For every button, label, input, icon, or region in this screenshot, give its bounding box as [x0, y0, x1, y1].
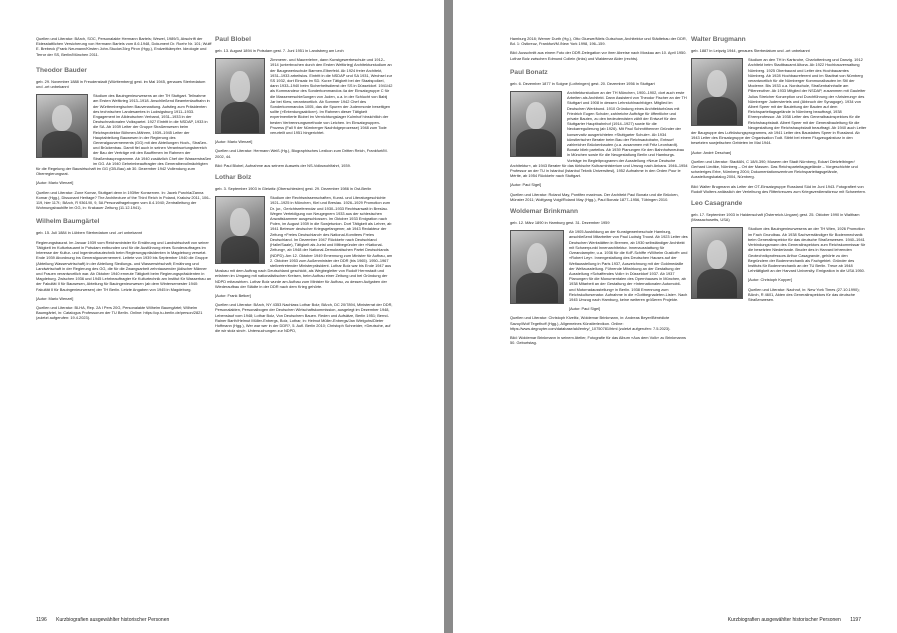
page-number: 1196 [36, 617, 47, 623]
left-page [0, 0, 444, 633]
portrait-photo-brugmann [691, 58, 743, 126]
entry-biography: Zimmerer- und Maurerlehre, dann Kunstgewerbeschule und 1912–1914 (unterbrochen durch den Ersten Weltkrieg) Architekturstudium an der Baugewerkschule Barmen-Elberfeld. Ab 1924 freier Architekt, 1931–1933 arbeitslos. Eintritt in die NSDAP und SA 1931, Wechsel zur SS 1932, dort Einsatz im SD. Kurze Tätigkeit bei der Staatspolizei, dann 1933–1940 beim Sicherheitsdienst der SS in Düsseldorf. 1941/42 als Kommandeur des Sonderkommandos 4a der Einsatzgruppe C für die Massenerschießungen von Juden, u.a. in der Schlucht von Babij Jar bei Kiew, verantwortlich. Ab Sommer 1942 Chef des Sonderkommandos 1005, das die Spuren der Judenmorde beseitigen sollte (»Enterdungsaktion«). Im Rahmen dieser Tätigkeit experimentierte Blobel im Vernichtungslager Kulmhof hinsichtlich der besten Verbrennungsmethode von Leichen. Im Einsatzgruppen-Prozess (Fall 9 der Nürnberger Nachfolgeprozesse) 1948 zum Tode verurteilt und 1951 hingerichtet. [270, 57, 393, 136]
photo-caption: Bild: Woldemar Brinkmann in seinem Atelier, Fotografie für das Album »Aus dem Volk« zu Brinkmanns 50. Geburtstag. [510, 334, 686, 346]
portrait-photo-brinkmann [510, 230, 564, 304]
entry-life-dates: geb. 12. März 1890 in Hamburg gest. 31. Dezember 1959 [510, 220, 610, 226]
biography-entry-bolz [215, 174, 393, 333]
entry-life-dates: geb. 29. November 1888 in Freudenstadt (Württemberg) gest. im Mai 1945, genaues Sterbedatum und -ort unbekannt [36, 78, 206, 90]
portrait-photo-casagrande [691, 227, 743, 299]
entry-name: Woldemar Brinkmann [510, 208, 579, 216]
sources-text: Quellen und Literatur: BArch, SOC, Personalakte Hermann Bartels; Wewel, 1989/3, Abschrift der Eidesstattlichen Versicherung von Hermann Bartels vom 8.6.1948, Dokument Dr. Roehr Nr. 101; Wulff E. Brebeck (Frank Neumann/Kirsten John-Stucke/Jörg Piron (Hgg.), Endzeitkämpfer. Ideologie und Terror der SS, Berlin/München 2011. [36, 36, 212, 57]
running-title: Kurzbiografien ausgewählter historischer Personen [727, 617, 841, 623]
biography-entry-brinkmann [510, 208, 688, 345]
entry-sources: Quellen und Literatur: Roland May, Pontifex maximus. Der Architekt Paul Bonatz und die Brücken, Münster 2011; Wolfgang Voigt/Roland May (Hgg.), Paul Bonatz 1877–1956, Tübingen 2010. [510, 191, 679, 202]
entry-sources: Quellen und Literatur: Hermann Weiß (Hg.), Biographisches Lexikon zum Dritten Reich, Frankfurt/M. 2002, 44. [215, 148, 388, 159]
entry-biography: Regierungsbaurat. Im Januar 1939 vom Reichsminister für Ernährung und Landwirtschaft von seiner Tätigkeit im Kulturbauamt in Potsdam entbunden und für die Ausführung eines Sonderauftrages im Interesse der Kultur- und Ingenieurbautechnik beim Regierungspräsidenten in Magdeburg versetzt. Ende 1939 Abordnung ins Generalgouvernement. Leitete von 1939 bis September 1940 die Gruppe (Abteilung Wasserwirtschaft) in der Abteilung Siedlungs- und Wasserwirtschaft; Ernährung und Landwirtschaft in der Regierung des GG, die für die Zwangsarbeit zehntausender jüdischer Männer und Frauen verantwortlich war. Ab Oktober 1940 erneute Tätigkeit beim Regierungspräsidenten in Magdeburg. Zwischen 1936 und 1945 Lehrbeauftragter für Kulturtechnik am Institut für Wasserbau an der Fakultät II für Bauwesen, Abteilung für Bauingenieurwesen (ab dem Wintersemester 1940: Fakultät II für Bauingenieurwesen) der TH Berlin. Letzte Angaben von 1945 in Magdeburg. [36, 239, 212, 292]
entry-biography: Studium der Rechtswissenschaften, Kunst- und Literaturgeschichte 1921–1925 in München, Kiel und Breslau. 1926–1929 Promotion zum Dr. jur., Gerichtsreferendar und 1930–1933 Rechtsanwalt in Breslau. Wegen Verteidigung von Neugegnern 1933 aus der schlesischen Anwaltskammer ausgeschlossen. Im Oktober 1933 Emigration nach Polen, im August 1939 in die Sowjetunion. Dort Tätigkeit als Lehrer, ab 1941 Betreuer deutscher Kriegsgefangener, ab 1943 Redakteur der Zeitung »Freies Deutschland« des National-Komitees Freies Deutschland. Im Dezember 1947 Rückkehr nach Deutschland (Halle/Saale), Tätigkeit als Jurist und Mitbegründer der »National-Zeitung«, ab 1948 der National-Demokratischen Partei Deutschlands (NDPD). Am 12. Oktober 1949 Ernennung zum Minister für Aufbau, am 2. Oktober 1953 zum Außenminister der DDR (bis 1965). 1950–1967 stellvertretender Ministerpräsident. Lothar Bolz war bis Ende 1947 aus Moskau mit dem Auftrag nach Deutschland geschickt, als Wegbegleiter von Rudolf Herrnstadt und erfahren im Umgang mit nationalistischen Kreisen, beim Aufbau einer Zeitung und bei Gründung der NDPD mitzuwirken. Lothar Bolz wurde am Aufbau zum Minister für Aufbau, zu dessen Aufgaben der Wiederaufbau der Städte in der DDR nach dem Krieg gehörte. [215, 195, 393, 289]
entry-author: [Autor: André Deschan] [691, 149, 732, 155]
entry-name: Lothar Bolz [215, 174, 252, 182]
entry-biography: Ab 1905 Ausbildung an der Kunstgewerbeschule Hamburg, anschließend Mitarbeiter von Paul Ludwig Troost. Ab 1923 Leiter des Deutschen Werkstätten in Bremen, ab 1930 selbständiger Architekt mit Schwerpunkt Innenarchitektur. Innenausstattung für Ozeandampfer, u.a. 1936 für die KdF-Schiffe »Wilhelm Gustloff« und »Robert Ley«. Innengestaltung des Deutschen Hauses auf der Weltausstellung in Paris 1937, Auszeichnung mit der Goldmedaille der Weltausstellung. Führende Mitwirkung an der Gestaltung der Ausstellung »Schaffendes Volk« in Düsseldorf 1937. Ab 1937 Planungen für die Monumentalen des Opernhauses in München, ab 1938 Mitarbeit an der Gestaltung der »Internationalen Automobil- und Motorradausstellung« in Berlin. 1938 Ernennung zum Reichskultursenator. Aufnahme in die »Gottbegnadeten-Liste«. Nach 1945 Umzug nach Hamburg, keine weiteren größeren Projekte. [569, 229, 688, 302]
right-page [453, 0, 897, 633]
entry-biography: Studium des Bauingenieurwesens an der TH Wien, 1926 Promotion im Fach Grundbau. Ab 1938 Sachverständiger für Bodenmechanik beim Generalinspektor für das deutsche Straßenwesen. 1940–1941 Verbindungsmann des Generalinspektors zum Reichskommissar für die besetzten Niederlande. Bruder des in Harvard lehrenden Geotechnikprofessors Arthur Casagrande, gehörte zu den Begründern der Bodenmechanik als Fachgebiet. Gründer des Instituts für Bodenmechanik an der TU Berlin. Treue ab 1948 Lehrtätigkeit an der Harvard University. Emigration in die USA 1950. [748, 226, 866, 274]
entry-sources: Quellen und Literatur: BLHA, Rep. 2A I Pers 20G, Personalakte Wilhelm Baumgärtel; Wilhelm Baumgärtel, in: Catalogus Professorum der TU Berlin. Online: https://cp.tu-berlin.de/person/2821 (zuletzt aufgerufen: 19.4.2023). [36, 304, 203, 321]
entry-life-dates: geb. 1887 in Leipzig 1944, genaues Sterbedatum und -ort unbekannt [691, 48, 810, 53]
left-page-footer [36, 617, 169, 623]
right-page-column-1 [510, 36, 688, 349]
entry-sources: Quellen und Literatur: BArch, NY 4353 Nachlass Lothar Bolz; BArch, DC 20/7894, Ministerrat der DDR, Personalakten, Personalbogen der Deutschen Wirtschaftskommission, ausgelegt im Dezember 1948, Lebenslauf vom 1948; Lothar Bolz, Von Deutschem Bauen. Reden und Aufsätze, Berlin 1951; Bernd-Rainer Barth/Helmut Müller-Enbergs, Bolz, Lothar, in: Helmut Müller-Enbergs/Jan Wielgohs/Dieter Hoffmann (Hgg.), Wer war wer in der DDR?, 5. Aufl. Berlin 2010; Christoph Schneider, »Deutsche, auf die wir stolz sind«. Untersuchungen zur NDPD, [215, 302, 393, 334]
entry-author: [Autor: Mario Wenzel] [215, 139, 253, 145]
entry-name: Walter Brugmann [691, 36, 746, 43]
right-page-column-2 [691, 36, 867, 306]
entry-life-dates: geb. 3. September 1903 in Gleiwitz (Oberschlesien) gest. 29. Dezember 1986 in Ost-Berlin [215, 186, 372, 192]
entry-author: [Autor: Paul Sigel] [510, 182, 542, 188]
biography-entry-brugmann [691, 36, 867, 194]
entry-life-dates: geb. 13. August 1894 in Potsdam gest. 7. Juni 1951 in Landsberg am Lech [215, 48, 344, 53]
entry-sources: Quellen und Literatur: StadtAN, C 18/II-390; Museen der Stadt Nürnberg, Eckart Dietzfelbinger/ Gerhard Liedtke, Nürnberg – Ort der Massen. Das Reichsparteitagsgelände – Vorgeschichte und schwieriges Erbe, Nürnberg 2004; Dokumentationszentrum Reichsparteitagsgelände, Ausstellungskatalog 2004, Nürnberg. [691, 158, 858, 180]
entry-sources: Quellen und Literatur: Nachruf, in: New York Times (27.10.1990); BArch, R 4601, Akten des Generalinspektors für das deutsche Straßenwesen. [748, 286, 860, 302]
portrait-photo-bauder [36, 94, 88, 158]
entry-author: [Autor: Paul Sigel] [569, 306, 601, 312]
entry-author: [Autor: Mario Wenzel] [36, 295, 74, 301]
entry-life-dates: geb. 17. September 1903 in Haidenschaft (Österreich-Ungarn) gest. 25. Oktober 1990 in Waltham (Massachusetts, USA) [691, 212, 860, 223]
entry-life-dates: geb. 6. Dezember 1877 in Solgne (Lothringen) gest. 20. Dezember 1956 in Stuttgart [510, 80, 655, 86]
photo-caption: Bild: Walter Brugmann als Leiter der OT-Einsatzgruppe Russland Süd im Juni 1943. Fotografiert von Rudolf Wolters anlässlich der Verleihung des Ritterkreuzes zum Kriegsverdienstkreuz mit Schwertern. [691, 183, 867, 194]
sources-text: Hamburg 2018; Werner Durth (Hg.), Otto Gluewe/Niels Gutschow, Architektur und Städtebau der DDR, Bd. 1: Ostkreuz, Frankfurt/M./New York 1998, 196–159. [510, 36, 687, 47]
entry-name: Wilhelm Baumgärtel [36, 218, 100, 226]
biography-entry-blobel [215, 36, 393, 168]
left-page-column-1 [36, 36, 212, 325]
entry-biography: Studium an den TH in Karlsruhe, Charlottenburg und Danzig. 1912 Architekt beim Stadtbauamt Altona. Ab 1922 Hochbauverwaltung Nürnberg. 1925 Oberbaurat und Leiter des Hochbauamtes Nürnberg. Ab 1928 Hochbaureferent und im Stadtrat von Nürnberg verantwortlich für die Nürnberger Kommunalbauten im Stil der Moderne. Bis 1933 u.a. Nordschule, Straßenbahnhalle am Pillenreuther. Ab 1933 Mitglied der NSDAP, zusammen mit Gauleiter Julius Streicher Konzeption und Durchführung der »Arisierung« des Nürnberger Judenviertels und (Abbruch der Synagoge). 1934 von Albert Speer mit der Bauleitung der Bauten auf dem Reichsparteitagsgelände in Nürnberg beauftragt, 1938 Ehrenprofessor. Ab 1938 Leiter des Generalbauinspektors für die Reichshauptstadt. Albert Speer mit der Generalbauleitung für die Neugestaltung der Reichshauptstadt beauftragt. Ab 1940 auch Leiter der Baugruppe des Luftrüstungsprogramms, ab 1941 Leiter des Baustabes Speer in Russland. Ab 1943 Leiter des Einsatzgruppe der Organisation Todt. Stirbt bei einem Flugzeugabsturz in den besetzten sowjetischen Gebieten im Mai 1944. [691, 57, 867, 146]
photo-caption: Bild: Paul Blobel, Aufnahme aus seinem Ausweis der NS-Volkswohlfahrt, 1939. [215, 162, 351, 168]
right-page-footer [728, 617, 861, 623]
running-title: Kurzbiografien ausgewählter historischer Personen [56, 617, 170, 623]
photo-caption: Bild: Ausschnitt aus einem Foto der DDR-Delegation vor ihrer Abreise nach Moskau am 10. April 1950. Lothar Bolz zwischen Edmund Collein (links) und Waldemar Alder (rechts). [510, 50, 687, 61]
entry-name: Theodor Bauder [36, 66, 87, 74]
entry-author: [Autor: Frank Betker] [215, 292, 251, 298]
entry-biography: Studium des Bauingenieurwesens an der TH Stuttgart. Teilnahme am Ersten Weltkrieg 1913–1918. Anschließend Beamtenlaufbahn in der Württembergischen Bauverwaltung. Aufstieg zum Präsidenten des technischen Landesamtes in Ludwigsburg 1911–1933. Engagement im Alldeutschen Verband, 1931–1933 in der Deutschnationalen Volkspartei. 1927 Eintritt in die NSDAP, 1933 in die SA. Ab 1939 Leiter der Gruppe Straßenwesen beim Reichsprotektor Böhmen-Mähren, 1939–1945 Leiter der Hauptabteilung Bauwesen in der Regierung des Generalgouvernements (GG) mit den Abteilungen Hoch-, Straßen- und Brückenbau. Damit fiel auch in seinen Verantwortungsbereich der Bau der Verträge mit den Bauffirmen im Rahmen der Straßenbauprogramme. Ab 1940 zusätzlich Chef der Wasserstraßen im GG. Ab 1940 Geheimbeauftragter des Generalbevollmächtigten für die Regelung der Bauwirtschaft im GG (GB-Bau) ab 30. Dezember 1942 Vollendung zum Oberregierungsrat. [36, 93, 212, 177]
portrait-photo-bolz [215, 196, 265, 264]
entry-name: Paul Bonatz [510, 68, 548, 76]
entry-name: Paul Blobel [215, 36, 251, 43]
biography-entry-bauder [36, 67, 212, 211]
portrait-photo-bonatz [510, 91, 562, 157]
entry-biography: Architekturstudium an der TH München, 1900–1902, dort auch erste Arbeiten als Architekt. Dann Assistent von Theodor Fischer an der TH Stuttgart und 1908 in dessen Lehrstuhlnachfolger. Mitglied im Deutschen Werkbund. 1910 Gründung eines Architekturbüros mit Friedrich Eugen Scholer, zahlreiche Aufträge für öffentliche und private Bauten, zu den bedeutendsten zählt der Entwurf für den Stuttgarter Hauptbahnhof (1914–1927) sowie für die Neckarregulierung (ab 1926). Mit Paul Schmitthenner Gründer der konservativ ausgerichteten »Stuttgarter Schule«. Ab 1934 künstlerischer Berater beim Bau der Reichsautobahn, Entwurf zahlreicher Brückenbauten (u.a. zusammen mit Fritz Leonhardt). Bonatz blieb parteilos. Ab 1939 Planungen für den Bahnhofsneubau in München sowie für die Neugestaltung Berlin und Hamburgs. Vorträge im Begleitprogramm der Ausstellung »Neue Deutsche Architektur«, ab 1943 Berater für das türkische Kultusministerium und Umzug nach Ankara. 1946–1954 Professor an der TU in Istanbul (Istanbul Teknik Üniversitesi), 1952 Aufnahme in den Orden Pour le Mérite, ab 1954 Rückkehr nach Stuttgart. [510, 90, 688, 179]
left-page-column-2 [215, 36, 393, 337]
biography-entry-casagrande [691, 200, 867, 302]
portrait-photo-blobel [215, 58, 265, 134]
biography-entry-baumgaertel [36, 218, 212, 320]
entry-name: Leo Casagrande [691, 200, 743, 208]
biography-entry-bonatz [510, 69, 688, 202]
entry-author: [Autor: Mario Wenzel] [36, 180, 74, 186]
entry-author: [Autor: Christoph Kopper] [748, 277, 792, 283]
entry-life-dates: geb. 15. Juli 1884 in Lübben Sterbedatum und -ort unbekannt [36, 230, 142, 236]
page-number: 1197 [850, 617, 861, 623]
entry-sources: Quellen und Literatur: Zone Komar, Stuttgart denn in 1939er Konserven. In: Jacek Purchla/Zanna Komar (Hgg.), Dissonant Heritage? The Architecture of the Third Reich in Poland, Kraków 2011, 106–119, hier 117f.; BArch, R 9361/III, 9, 5A Personalfragebogen vom 8.4.1940; Zentralleitung der Wohnungsbauhilfe im GG, in: Krakauer Zeitung (11.12.1941). [36, 189, 211, 211]
entry-sources: Quellen und Literatur: Christoph Kivelitz, Woldemar Brinkmann, in: Andreas Beyer/Bénédicte Savoy/Wolf Tegethoff (Hgg.), Allgemeines Künstlerlexikon. Online: https://www.degruyter.com/database/akl/entry/_10750781/html (zuletzt aufgerufen: 7.5.2023). [510, 315, 671, 331]
